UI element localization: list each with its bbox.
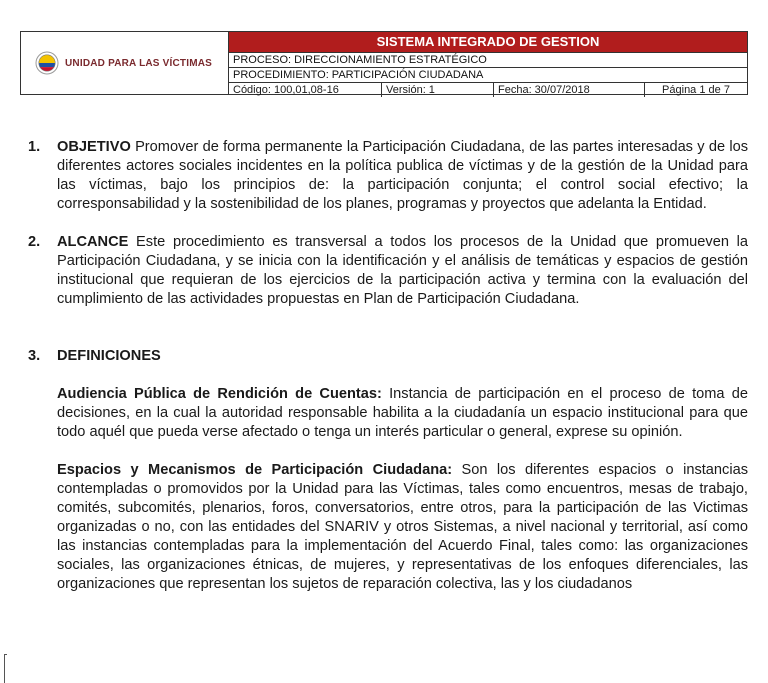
procedure-row: PROCEDIMIENTO: PARTICIPACIÓN CIUDADANA (229, 68, 747, 83)
section-paragraph (57, 233, 748, 309)
page-number-cell: Página 1 de 7 (662, 84, 730, 96)
section-text: Promover de forma permanente la Participación Ciudadana, de las partes interesadas y de los diferentes actores sociales incidentes en la política publica de víctimas y de la gestión de la Unidad para las víctimas, bajo los principios de: la participación conjunta; el control social efectivo; la corresponsabilidad y la sostenibilidad de los planes, programas y proyectos que adelanta la Entidad. (57, 139, 748, 212)
definition-espacios (57, 461, 748, 594)
version-cell: Versión: 1 (382, 83, 494, 97)
section-definiciones (28, 347, 748, 366)
process-row: PROCESO: DIRECCIONAMIENTO ESTRATÉGICO (229, 53, 747, 68)
logo-cell (21, 32, 229, 94)
section-number: 3. (28, 348, 41, 364)
meta-row (229, 83, 747, 97)
section-paragraph (57, 138, 748, 214)
section-heading: ALCANCE (57, 234, 129, 250)
seal-logo-icon (35, 51, 59, 75)
section-paragraph (57, 347, 748, 366)
document-header (20, 31, 748, 95)
header-info (229, 32, 747, 94)
definition-term: Espacios y Mecanismos de Participación Ciudadana: (57, 462, 453, 478)
page-edge-mark (4, 654, 7, 683)
definition-text: Son los diferentes espacios o instancias contempladas o promovidos por la Unidad para las Víctimas, tales como encuentros, mesas de trabajo, comités, subcomités, plenarios, foros, conversatorios, entre otros, para la participación de las Victimas organizadas o no, con las entidades del SNARIV y otros Sistemas, a nivel nacional y territorial, así como las instancias contempladas para la implementación del Acuerdo Final, tales como: las organizaciones sociales, las organizaciones étnicas, de mujeres, y representativas de los enfoques diferenciales, las organizaciones que representan los sujetos de reparación colectiva, las y los ciudadanos (57, 462, 748, 592)
section-heading: OBJETIVO (57, 139, 131, 155)
document-body (28, 138, 748, 594)
logo-text: UNIDAD PARA LAS VÍCTIMAS (65, 57, 213, 69)
section-heading: DEFINICIONES (57, 348, 161, 364)
code-cell: Código: 100,01,08-16 (229, 83, 382, 97)
section-text: Este procedimiento es transversal a todos los procesos de la Unidad que promueven la Participación Ciudadana, y se inicia con la identificación y el análisis de temáticas y espacios de gestión institucional que requieran de los ejercicios de la participación activa y termina con la evaluación del cumplimiento de las actividades propuestas en Plan de Participación Ciudadana. (57, 234, 748, 307)
definition-term: Audiencia Pública de Rendición de Cuentas: (57, 386, 382, 402)
section-number: 1. (28, 139, 41, 155)
section-alcance (28, 233, 748, 309)
date-cell: Fecha: 30/07/2018 (494, 83, 645, 97)
section-objetivo (28, 138, 748, 214)
system-title: SISTEMA INTEGRADO DE GESTION (229, 32, 747, 53)
section-number: 2. (28, 234, 41, 250)
definition-audiencia (57, 385, 748, 442)
definition-text: Instancia de participación en el proceso de toma de decisiones, en la cual la autoridad responsable habilita a la ciudadanía un espacio institucional para que todo aquél que pueda verse afectado o tenga un interés particular o general, exprese su opinión. (57, 386, 748, 440)
